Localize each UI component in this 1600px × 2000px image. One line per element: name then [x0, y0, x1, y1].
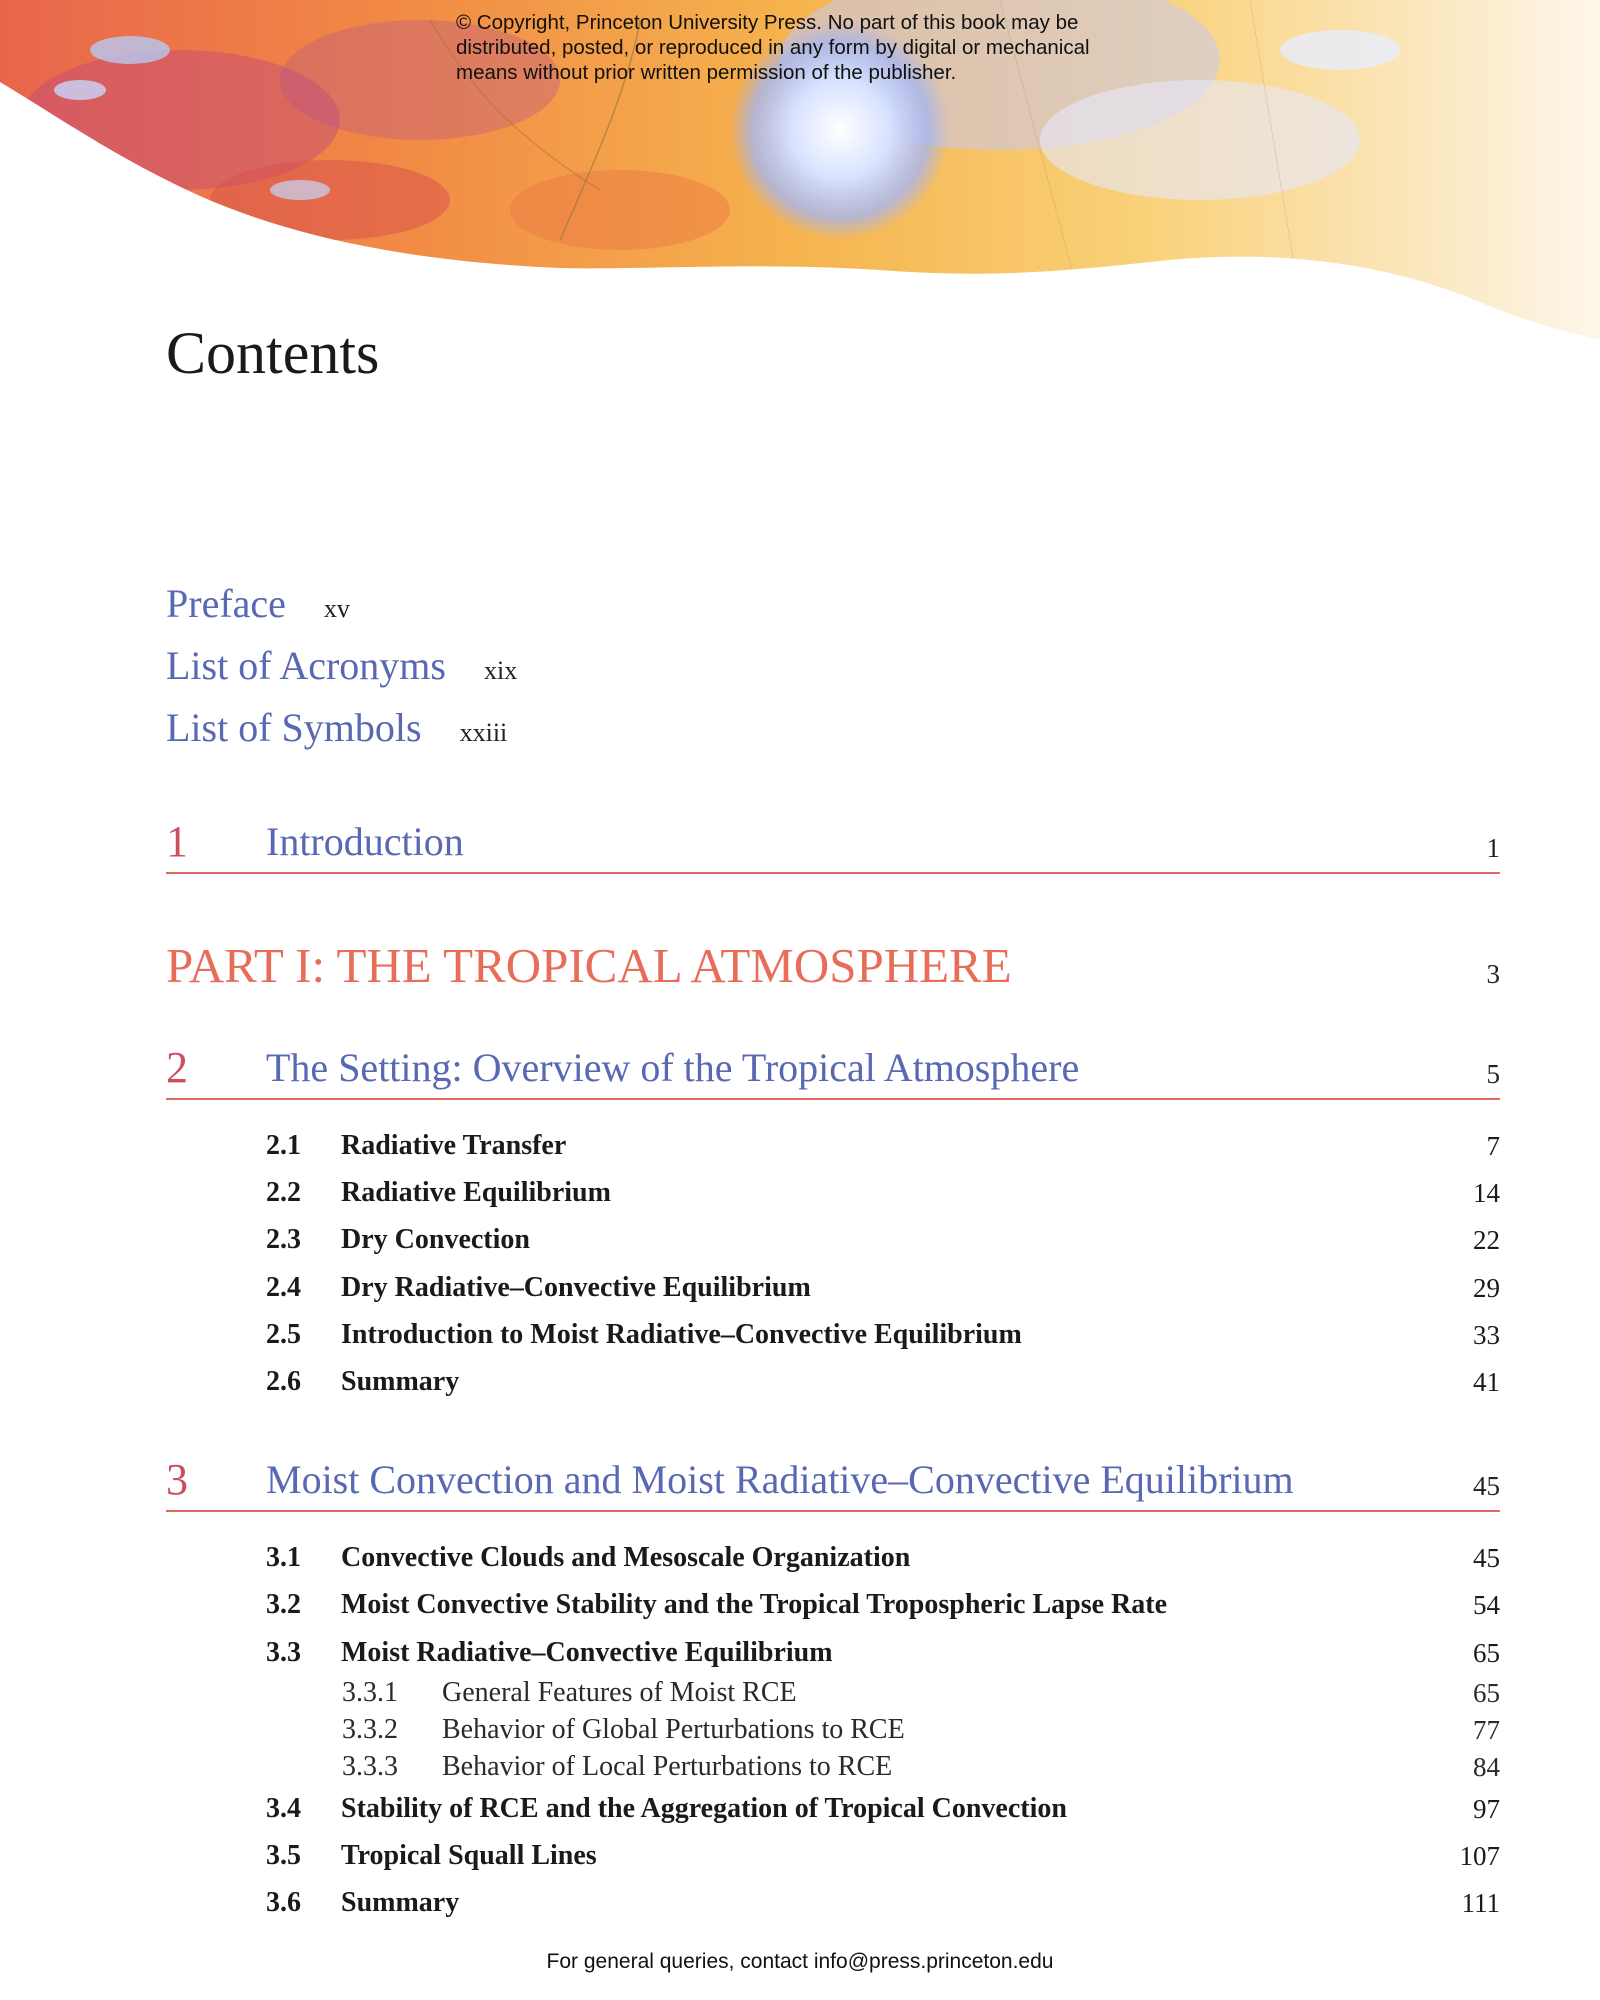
copyright-line: means without prior written permission of the publisher.: [456, 61, 957, 84]
copyright-notice: [456, 10, 1156, 85]
copyright-line: distributed, posted, or reproduced in any form by digital or mechanical: [456, 36, 1090, 59]
toc-entry-list-of-symbols[interactable]: [166, 704, 507, 751]
toc-chapter-2[interactable]: [166, 1036, 1500, 1100]
chapter-page: 45: [1473, 1471, 1500, 1501]
subsection-number: 3.3.1: [342, 1677, 398, 1708]
subsection-page: 77: [1473, 1715, 1500, 1745]
toc-section-2-5[interactable]: [266, 1317, 1500, 1351]
section-title[interactable]: Dry Radiative–Convective Equilibrium: [341, 1272, 811, 1303]
section-title[interactable]: Convective Clouds and Mesoscale Organization: [341, 1542, 911, 1573]
chapter-title[interactable]: Introduction: [266, 819, 464, 864]
toc-section-2-2[interactable]: [266, 1175, 1500, 1209]
section-page: 45: [1473, 1543, 1500, 1573]
section-title[interactable]: Radiative Equilibrium: [341, 1177, 611, 1208]
subsection-number: 3.3.3: [342, 1751, 398, 1782]
section-page: 65: [1473, 1638, 1500, 1668]
part-title[interactable]: PART I: THE TROPICAL ATMOSPHERE: [166, 938, 1012, 993]
subsection-number: 3.3.2: [342, 1714, 398, 1745]
section-page: 14: [1473, 1178, 1500, 1208]
chapter-title[interactable]: The Setting: Overview of the Tropical Atmosphere: [266, 1045, 1080, 1090]
copyright-line: © Copyright, Princeton University Press. No part of this book may be: [456, 11, 1079, 34]
section-page: 107: [1459, 1841, 1500, 1871]
section-title[interactable]: Tropical Squall Lines: [341, 1840, 597, 1871]
section-number: 2.6: [266, 1366, 301, 1397]
section-number: 2.2: [266, 1177, 301, 1208]
section-number: 2.5: [266, 1319, 301, 1350]
page-title: Contents: [166, 320, 380, 386]
chapter-page: 1: [1486, 833, 1500, 863]
toc-section-2-3[interactable]: [266, 1222, 1500, 1256]
toc-section-3-3[interactable]: [266, 1635, 1500, 1669]
section-number: 3.3: [266, 1637, 301, 1668]
toc-section-2-6[interactable]: [266, 1364, 1500, 1398]
subsection-page: 65: [1473, 1678, 1500, 1708]
toc-section-3-6[interactable]: [266, 1885, 1500, 1919]
toc-subsection-3-3-3[interactable]: [342, 1751, 1500, 1783]
toc-section-3-5[interactable]: [266, 1838, 1500, 1872]
section-number: 2.3: [266, 1224, 301, 1255]
toc-entry-title[interactable]: List of Symbols: [166, 705, 422, 750]
section-title[interactable]: Radiative Transfer: [341, 1130, 567, 1161]
toc-section-3-2[interactable]: [266, 1587, 1500, 1621]
toc-part-1[interactable]: [166, 938, 1500, 994]
toc-entry-list-of-acronyms[interactable]: [166, 642, 517, 689]
section-page: 111: [1461, 1888, 1500, 1918]
toc-entry-title[interactable]: List of Acronyms: [166, 643, 446, 688]
section-page: 97: [1473, 1794, 1500, 1824]
section-title[interactable]: Summary: [341, 1366, 460, 1397]
section-page: 22: [1473, 1225, 1500, 1255]
chapter-number: 2: [166, 1043, 188, 1092]
section-number: 3.1: [266, 1542, 301, 1573]
section-page: 33: [1473, 1320, 1500, 1350]
subsection-title[interactable]: General Features of Moist RCE: [442, 1677, 797, 1708]
toc-entry-page: xix: [483, 656, 518, 685]
section-page: 29: [1473, 1273, 1500, 1303]
section-number: 3.4: [266, 1793, 301, 1824]
section-number: 3.2: [266, 1589, 301, 1620]
section-page: 41: [1473, 1367, 1500, 1397]
toc-section-3-4[interactable]: [266, 1791, 1500, 1825]
section-title[interactable]: Moist Convective Stability and the Tropical Tropospheric Lapse Rate: [341, 1589, 1168, 1620]
section-number: 2.4: [266, 1272, 301, 1303]
part-page: 3: [1486, 959, 1500, 989]
section-number: 3.6: [266, 1887, 301, 1918]
chapter-number: 3: [166, 1455, 188, 1504]
toc-entry-page: xv: [323, 594, 350, 623]
section-number: 3.5: [266, 1840, 301, 1871]
toc-chapter-1[interactable]: [166, 810, 1500, 874]
toc-entry-preface[interactable]: [166, 580, 350, 627]
section-page: 7: [1486, 1131, 1500, 1161]
subsection-title[interactable]: Behavior of Global Perturbations to RCE: [442, 1714, 905, 1745]
toc-section-2-4[interactable]: [266, 1270, 1500, 1304]
toc-section-2-1[interactable]: [266, 1128, 1500, 1162]
section-title[interactable]: Summary: [341, 1887, 460, 1918]
footer-contact: For general queries, contact info@press.princeton.edu: [546, 1950, 1054, 1973]
subsection-title[interactable]: Behavior of Local Perturbations to RCE: [442, 1751, 893, 1782]
toc-chapter-3[interactable]: [166, 1448, 1500, 1512]
chapter-title[interactable]: Moist Convection and Moist Radiative–Convective Equilibrium: [266, 1457, 1294, 1502]
section-page: 54: [1473, 1590, 1500, 1620]
chapter-number: 1: [166, 817, 188, 866]
chapter-page: 5: [1486, 1059, 1500, 1089]
toc-section-3-1[interactable]: [266, 1540, 1500, 1574]
subsection-page: 84: [1473, 1752, 1500, 1782]
toc-entry-page: xxiii: [459, 718, 508, 747]
section-number: 2.1: [266, 1130, 301, 1161]
section-title[interactable]: Introduction to Moist Radiative–Convective Equilibrium: [341, 1319, 1022, 1350]
section-title[interactable]: Moist Radiative–Convective Equilibrium: [341, 1637, 833, 1668]
toc-subsection-3-3-1[interactable]: [342, 1677, 1500, 1709]
section-title[interactable]: Dry Convection: [341, 1224, 530, 1255]
section-title[interactable]: Stability of RCE and the Aggregation of Tropical Convection: [341, 1793, 1067, 1824]
toc-subsection-3-3-2[interactable]: [342, 1714, 1500, 1746]
toc-entry-title[interactable]: Preface: [166, 581, 286, 626]
